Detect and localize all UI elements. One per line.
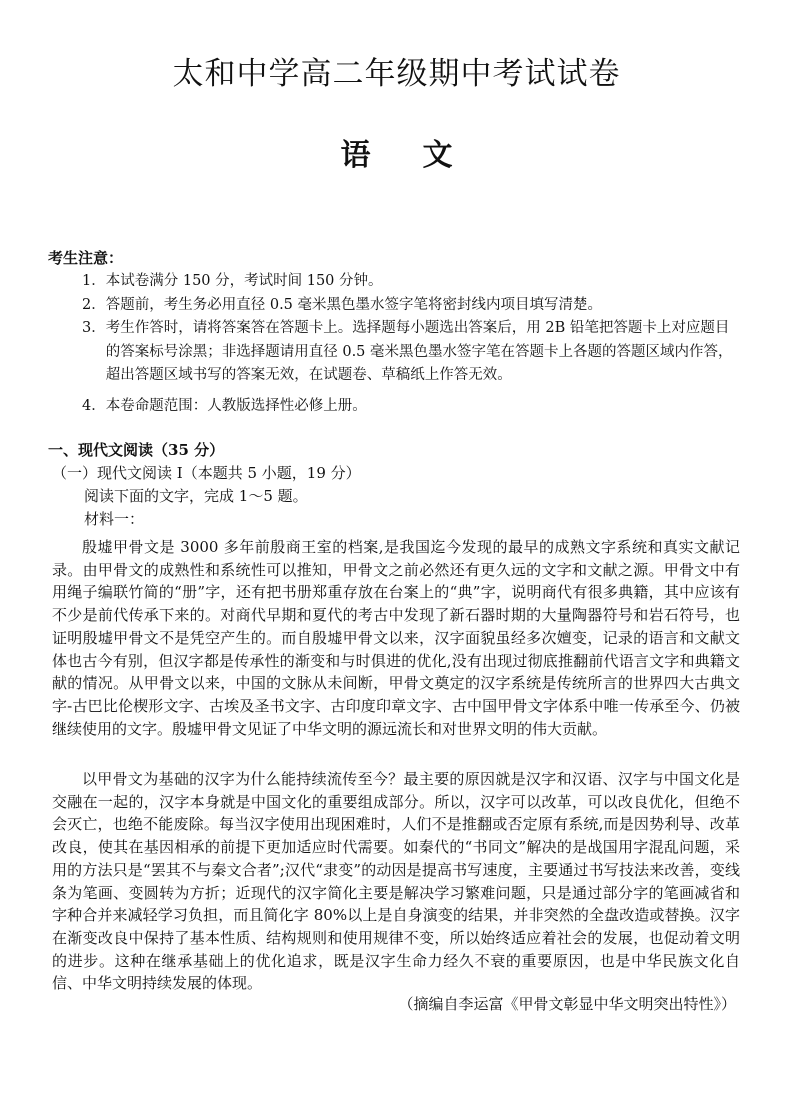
subject-char-1: 语 xyxy=(340,138,371,173)
notice-item xyxy=(82,294,742,318)
notice-item-text: 考生作答时，请将答案答在答题卡上。选择题每小题选出答案后，用 2B 铅笔把答题卡上对应题目的答案标号涂黑；非选择题请用直径 0.5 毫米黑色墨水签字笔在答题卡上各题的答题区域内作答，超出答题区域书写的答案无效，在试题卷、草稿纸上作答无效。 xyxy=(105,320,733,383)
notice-item-text: 本试卷满分 150 分，考试时间 150 分钟。 xyxy=(105,273,383,289)
subject-char-2: 文 xyxy=(422,138,453,173)
notice-item-number: 2． xyxy=(82,296,106,313)
notice-list xyxy=(82,270,742,418)
notice-item-number: 4． xyxy=(82,397,106,414)
source-citation: （摘编自李运富《甲骨文彰显中华文明突出特性》） xyxy=(398,995,736,1013)
section-subheading: （一）现代文阅读 I（本题共 5 小题，19 分） xyxy=(52,464,361,482)
reading-instruction: 阅读下面的文字，完成 1～5 题。 xyxy=(84,487,308,505)
notice-item-number: 1． xyxy=(82,273,106,289)
notice-item xyxy=(82,317,742,388)
notice-item xyxy=(82,395,742,419)
exam-title: 太和中学高二年级期中考试试卷 xyxy=(172,56,621,92)
passage-paragraph: 殷墟甲骨文是 3000 多年前殷商王室的档案,是我国迄今发现的最早的成熟文字系统和真实文献记录。由甲骨文的成熟性和系统性可以推知，甲骨文之前必然还有更久远的文字和文献之源。甲骨文中有用绳子编联竹简的“册”字，还有把书册郑重存放在台案上的“典”字，说明商代有很多典籍，其中应该有不少是前代传承下来的。对商代早期和夏代的考古中发现了新石器时期的大量陶器符号和岩石符号，也证明殷墟甲骨文不是凭空产生的。而自殷墟甲骨文以来，汉字面貌虽经多次嬗变，记录的语言和文献文体也古今有别，但汉字都是传承性的渐变和与时俱进的优化,没有出现过彻底推翻前代语言文字和典籍文献的情况。从甲骨文以来，中国的文脉从未间断，甲骨文奠定的汉字系统是传统所言的世界四大古典文字-古巴比伦楔形文字、古埃及圣书文字、古印度印章文字、古中国甲骨文字体系中唯一传承至今、仍被继续使用的文字。殷墟甲骨文见证了中华文明的源远流长和对世界文明的伟大贡献。 xyxy=(52,538,740,738)
notice-heading: 考生注意： xyxy=(48,249,124,267)
notice-item-number: 3． xyxy=(82,320,106,336)
material-label: 材料一： xyxy=(84,510,145,528)
notice-item xyxy=(82,270,742,294)
notice-item-text: 答题前，考生务必用直径 0.5 毫米黑色墨水签字笔将密封线内项目填写清楚。 xyxy=(105,296,603,313)
notice-item-text: 本卷命题范围：人教版选择性必修上册。 xyxy=(105,397,367,414)
section-heading: 一、现代文阅读（35 分） xyxy=(48,441,225,459)
passage-paragraph: 以甲骨文为基础的汉字为什么能持续流传至今？最主要的原因就是汉字和汉语、汉字与中国文化是交融在一起的，汉字本身就是中国文化的重要组成部分。所以，汉字可以改革，可以改良优化，但绝不会灭亡，也绝不能废除。每当汉字使用出现困难时，人们不是推翻或否定原有系统,而是因势利导、改革改良，使其在基因相承的前提下更加适应时代需要。如秦代的“书同文”解决的是战国用字混乱问题，采用的方法只是“罢其不与秦文合者”;汉代“隶变”的动因是提高书写速度，主要通过书写技法来改善，变线条为笔画、变圆转为方折；近现代的汉字简化主要是解决学习繁难问题，只是通过部分字的笔画减省和字种合并来减轻学习负担，而且简化字 80%以上是自身演变的结果，并非突然的全盘改造或替换。汉字在渐变改良中保持了基本性质、结构规则和使用规律不变，所以始终适应着社会的发展，也促动着文明的进步。这种在继承基础上的优化追求，既是汉字生命力经久不衰的重要原因，也是中华民族文化自信、中华文明持续发展的体现。 xyxy=(52,770,740,993)
subject-heading xyxy=(0,130,793,174)
